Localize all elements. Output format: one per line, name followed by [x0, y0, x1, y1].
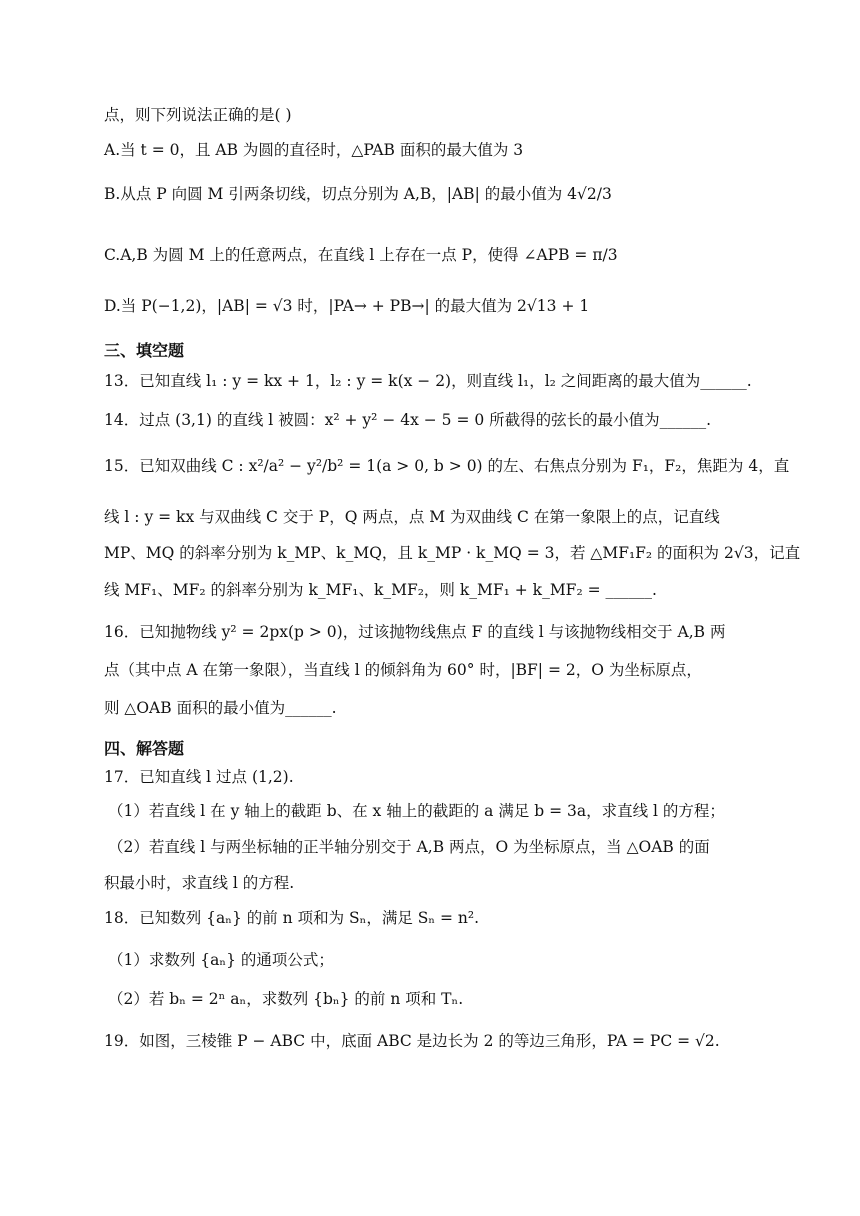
question-18-part-1: （1）求数列 {aₙ} 的通项公式； [108, 951, 334, 969]
question-19: 19．如图，三棱锥 P − ABC 中，底面 ABC 是边长为 2 的等边三角形，PA = PC = √2. [104, 1032, 720, 1050]
question-17-part-1: （1）若直线 l 在 y 轴上的截距 b、在 x 轴上的截距的 a 满足 b = 3a，求直线 l 的方程； [108, 802, 725, 820]
question-18: 18．已知数列 {aₙ} 的前 n 项和为 Sₙ，满足 Sₙ = n². [104, 909, 480, 927]
section-heading-solutions: 四、解答题 [104, 739, 185, 758]
question-17-part-2-cont: 积最小时，求直线 l 的方程. [104, 874, 295, 892]
question-14: 14．过点 (3,1) 的直线 l 被圆：x² + y² − 4x − 5 = 0 所截得的弦长的最小值为______. [104, 411, 712, 429]
option-b: B.从点 P 向圆 M 引两条切线，切点分别为 A,B，|AB| 的最小值为 4√2/3 [104, 185, 612, 203]
question-15-line-1: 15．已知双曲线 C : x²/a² − y²/b² = 1(a > 0, b > 0) 的左、右焦点分别为 F₁，F₂，焦距为 4，直 [104, 457, 790, 475]
option-a: A.当 t = 0，且 AB 为圆的直径时，△PAB 面积的最大值为 3 [104, 141, 524, 159]
question-15-line-4: 线 MF₁、MF₂ 的斜率分别为 k_MF₁、k_MF₂，则 k_MF₁ + k_MF₂ = ______. [104, 581, 657, 599]
question-18-part-2: （2）若 bₙ = 2ⁿ aₙ，求数列 {bₙ} 的前 n 项和 Tₙ. [108, 990, 464, 1008]
option-d: D.当 P(−1,2)，|AB| = √3 时，|PA→ + PB→| 的最大值为 2√13 + 1 [104, 297, 590, 315]
section-heading-fill-in: 三、填空题 [104, 341, 185, 360]
option-c: C.A,B 为圆 M 上的任意两点，在直线 l 上存在一点 P，使得 ∠APB = π/3 [104, 246, 618, 264]
question-17-part-2: （2）若直线 l 与两坐标轴的正半轴分别交于 A,B 两点，O 为坐标原点，当 △OAB 的面 [108, 838, 710, 856]
question-16-line-3: 则 △OAB 面积的最小值为______. [104, 699, 337, 717]
question-13: 13．已知直线 l₁ : y = kx + 1，l₂ : y = k(x − 2)，则直线 l₁，l₂ 之间距离的最大值为______. [104, 372, 752, 390]
question-15-line-3: MP、MQ 的斜率分别为 k_MP、k_MQ，且 k_MP · k_MQ = 3，若 △MF₁F₂ 的面积为 2√3，记直 [104, 544, 801, 562]
question-17: 17．已知直线 l 过点 (1,2). [104, 768, 294, 786]
text-line: 点，则下列说法正确的是( ) [104, 106, 292, 124]
question-16-line-2: 点（其中点 A 在第一象限），当直线 l 的倾斜角为 60° 时，|BF| = 2，O 为坐标原点， [104, 661, 702, 679]
question-16-line-1: 16．已知抛物线 y² = 2px(p > 0)，过该抛物线焦点 F 的直线 l 与该抛物线相交于 A,B 两 [104, 623, 726, 641]
question-15-line-2: 线 l : y = kx 与双曲线 C 交于 P，Q 两点，点 M 为双曲线 C 在第一象限上的点，记直线 [104, 508, 720, 526]
